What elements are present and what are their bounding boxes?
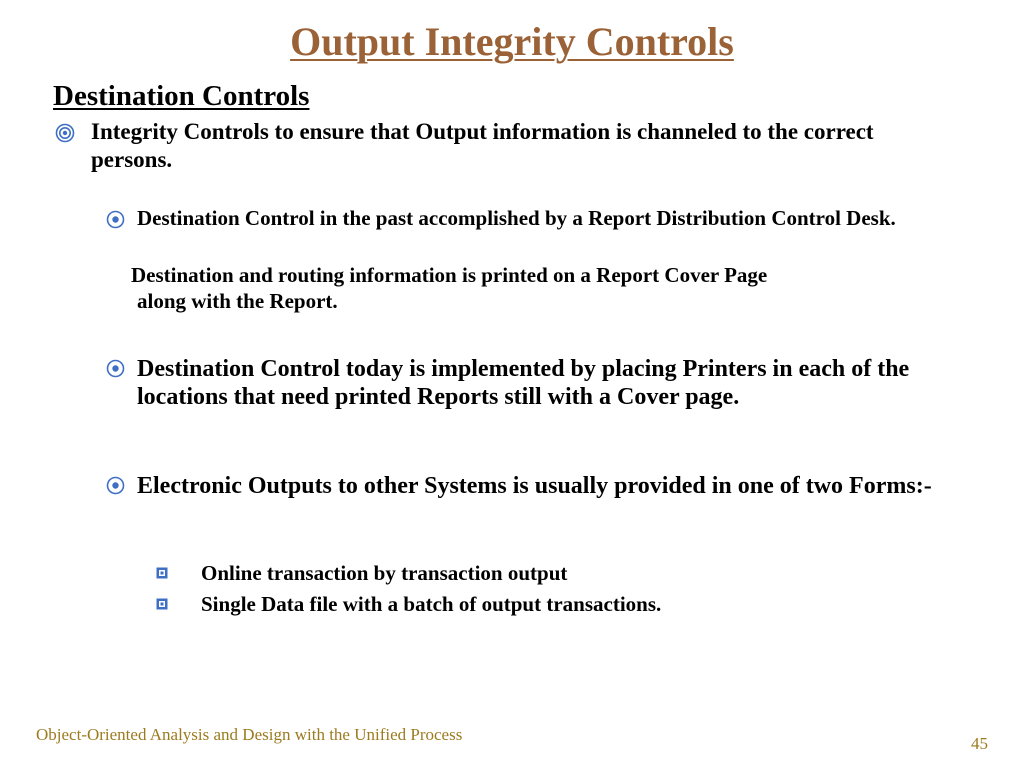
bullet-text: Destination Control in the past accomplished by a Report Distribution Control Desk. xyxy=(137,206,896,230)
bullet-continuation-text xyxy=(131,262,921,314)
footer-course-title: Object-Oriented Analysis and Design with the Unified Process xyxy=(36,725,463,744)
continuation-line-1: Destination and routing information is printed on a Report Cover Page xyxy=(131,263,768,287)
bullet-level2-past-destination-control xyxy=(106,206,916,231)
dot-circle-bullet-icon xyxy=(106,210,125,229)
square-bullet-icon xyxy=(156,567,168,579)
bullet-level3-single-data-file xyxy=(156,591,856,617)
concentric-circle-bullet-icon xyxy=(55,123,75,143)
bullet-level1-integrity-controls xyxy=(55,118,935,174)
slide-title: Output Integrity Controls xyxy=(290,19,734,64)
section-heading: Destination Controls xyxy=(53,80,310,112)
continuation-line-2: along with the Report. xyxy=(137,289,338,313)
bullet-level2-today-destination-control xyxy=(106,355,926,411)
bullet-level2-electronic-outputs xyxy=(106,472,936,500)
dot-circle-bullet-icon xyxy=(106,359,125,378)
square-bullet-icon xyxy=(156,598,168,610)
page-number: 45 xyxy=(971,734,988,753)
bullet-level3-online-transaction xyxy=(156,560,856,586)
bullet-text: Online transaction by transaction output xyxy=(201,561,568,585)
bullet-text: Integrity Controls to ensure that Output information is channeled to the correct persons. xyxy=(91,119,874,172)
bullet-text: Single Data file with a batch of output transactions. xyxy=(201,592,662,616)
dot-circle-bullet-icon xyxy=(106,476,125,495)
bullet-text: Electronic Outputs to other Systems is usually provided in one of two Forms:- xyxy=(137,473,932,499)
bullet-text: Destination Control today is implemented by placing Printers in each of the locations that need printed Reports still with a Cover page. xyxy=(137,356,910,410)
